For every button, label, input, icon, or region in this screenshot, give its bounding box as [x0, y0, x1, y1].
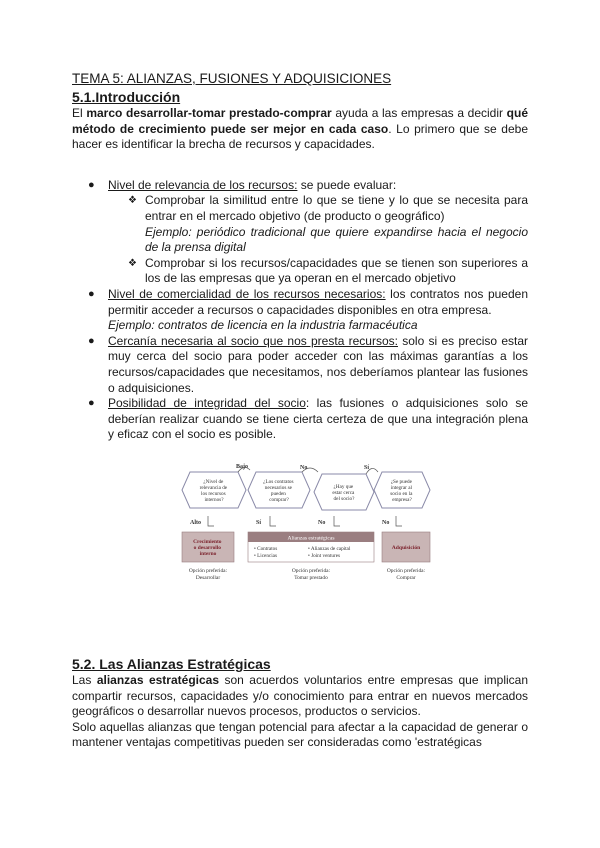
caption-1b: Desarrollar	[195, 575, 221, 581]
list-item	[72, 178, 528, 287]
list-item	[108, 193, 528, 255]
bullet-label: Cercanía necesaria al socio que nos presta recursos:	[108, 333, 398, 348]
intro-bold-1: marco desarrollar-tomar prestado-comprar	[86, 106, 332, 120]
sub-bullet-text: Comprobar la similitud entre lo que se tiene y lo que se necesita para entrar en el mercado objetivo (de producto o geográfico)	[145, 193, 528, 223]
box1-line1: Crecimiento	[193, 539, 222, 545]
hex3-line3: del socio?	[333, 496, 355, 502]
caption-2b: Tomar prestado	[294, 575, 328, 581]
section-2	[72, 655, 528, 751]
bullet-list	[72, 178, 528, 443]
caption-1a: Opción preferida:	[188, 568, 228, 574]
hex2-line1: ¿Los contratos	[263, 479, 294, 485]
box2-item-3: • Alianzas de capital	[308, 546, 351, 552]
hex1-line1: ¿Nivel de	[203, 479, 224, 485]
hex4-line4: empresa?	[392, 497, 412, 503]
list-item	[108, 256, 528, 287]
alianzas-text-2: son acuerdos voluntarios entre empresas que implican compartir recursos, capacidades y/o conocimiento para entrar en nuevos mercados geográficos o desarrollar nuevos procesos, productos o servicios.	[72, 673, 529, 719]
hex2-line4: comprar?	[269, 497, 289, 503]
hex2-line3: pueden	[270, 491, 286, 497]
label-si-2: Sí	[256, 520, 262, 526]
alianzas-paragraph-1	[72, 673, 528, 720]
bullet-text: los contratos nos pueden permitir acceder a recursos o capacidades disponibles en otra empresa.	[108, 286, 528, 317]
box2-item-4: • Joint ventures	[308, 553, 341, 559]
bullet-label: Posibilidad de integridad del socio	[108, 396, 306, 411]
hex1-line4: internos?	[204, 497, 224, 503]
diamond-bullet-icon: ❖	[128, 195, 137, 207]
caption-3a: Opción preferida:	[386, 568, 426, 574]
bullet-label: Nivel de comercialidad de los recursos necesarios:	[108, 286, 386, 301]
svg-text:¿Hay que estar cerca	[332, 484, 355, 502]
bullet-text: se puede evaluar:	[297, 177, 397, 192]
section-heading-alianzas: 5.2. Las Alianzas Estratégicas	[72, 656, 271, 672]
example-text: Ejemplo: periódico tradicional que quiere expandirse hacia el negocio de la prensa digital	[145, 224, 528, 255]
hex4-line2: integrar al	[390, 485, 412, 491]
arrow-icon	[208, 516, 214, 526]
decision-diagram	[178, 460, 434, 600]
diamond-bullet-icon: ❖	[128, 257, 137, 269]
hex1-line3: los recursos	[201, 491, 226, 497]
intro-bold-2: qué método de crecimiento puede ser mejor en cada caso	[72, 106, 528, 136]
alianzas-bold: alianzas estratégicas	[96, 673, 220, 687]
box1-line3: interno	[199, 551, 217, 557]
hex2-line2: necesarios se	[264, 485, 292, 491]
arrow-icon	[270, 516, 276, 526]
bullet-text: : las fusiones o adquisiciones solo se deberían realizar cuando se tiene cierta certeza de que una integración plena y eficaz con el socio es posible.	[108, 396, 528, 442]
bullet-icon: ●	[88, 287, 95, 300]
intro-text-1: El	[72, 106, 87, 120]
list-item	[72, 334, 528, 396]
box3-label: Adquisición	[391, 545, 421, 551]
label-no-1: No	[300, 465, 308, 471]
intro-text-2: ayuda a las empresas a decidir	[331, 106, 507, 120]
section-1	[72, 70, 528, 443]
label-si-1: Sí	[364, 465, 370, 471]
bullet-icon: ●	[88, 178, 95, 191]
label-no-3: No	[382, 520, 390, 526]
box1-line2: o desarrollo	[193, 545, 221, 551]
bullet-label: Nivel de relevancia de los recursos:	[108, 177, 298, 192]
intro-text-3: . Lo primero que se debe hacer es identificar la brecha de recursos y capacidades.	[72, 121, 529, 152]
arrow-icon	[334, 516, 340, 526]
hex3-line1: ¿Hay que	[333, 484, 354, 490]
caption-3b: Comprar	[396, 575, 416, 581]
section-heading-introduccion: 5.1.Introducción	[72, 89, 181, 105]
example-text: Ejemplo: contratos de licencia en la industria farmacéutica	[108, 318, 418, 333]
box2-item-2: • Licencias	[254, 553, 277, 559]
alianzas-paragraph-2: Solo aquellas alianzas que tengan potencial para afectar a la capacidad de generar o mantener ventajas competitivas pueden ser consideradas como 'estratégicas	[72, 719, 528, 750]
sub-bullet-list	[108, 193, 528, 287]
label-no-2: No	[318, 520, 326, 526]
intro-paragraph	[72, 106, 528, 153]
alianzas-text-1: Las	[72, 673, 97, 687]
svg-text:¿Se puede integrar al	[390, 479, 413, 503]
page-title: TEMA 5: ALIANZAS, FUSIONES Y ADQUISICIONES	[72, 71, 392, 86]
box2-item-1: • Contratos	[254, 546, 278, 552]
sub-bullet-text: Comprobar si los recursos/capacidades que se tienen son superiores a los de las empresas que ya operan en el mercado objetivo	[145, 255, 528, 286]
hex4-line1: ¿Se puede	[390, 479, 412, 485]
bullet-text: solo si es preciso estar muy cerca del socio para poder acceder con las máximas garantías a los recursos/capacidades que necesitamos, nos deberíamos plantear las fusiones o adquisiciones.	[108, 333, 529, 395]
box2-title: Alianzas estratégicas	[287, 535, 335, 542]
caption-2a: Opción preferida:	[291, 568, 331, 574]
bullet-icon: ●	[88, 334, 95, 347]
hex3-line2: estar cerca	[332, 490, 355, 496]
label-bajo: Bajo	[236, 464, 248, 470]
hex1-line2: relevancia de	[199, 485, 228, 491]
hex4-line3: socio en la	[390, 491, 413, 497]
list-item	[72, 396, 528, 443]
list-item	[72, 287, 528, 334]
label-alto: Alto	[190, 520, 201, 526]
bullet-icon: ●	[88, 397, 95, 410]
arrow-icon	[396, 516, 402, 526]
